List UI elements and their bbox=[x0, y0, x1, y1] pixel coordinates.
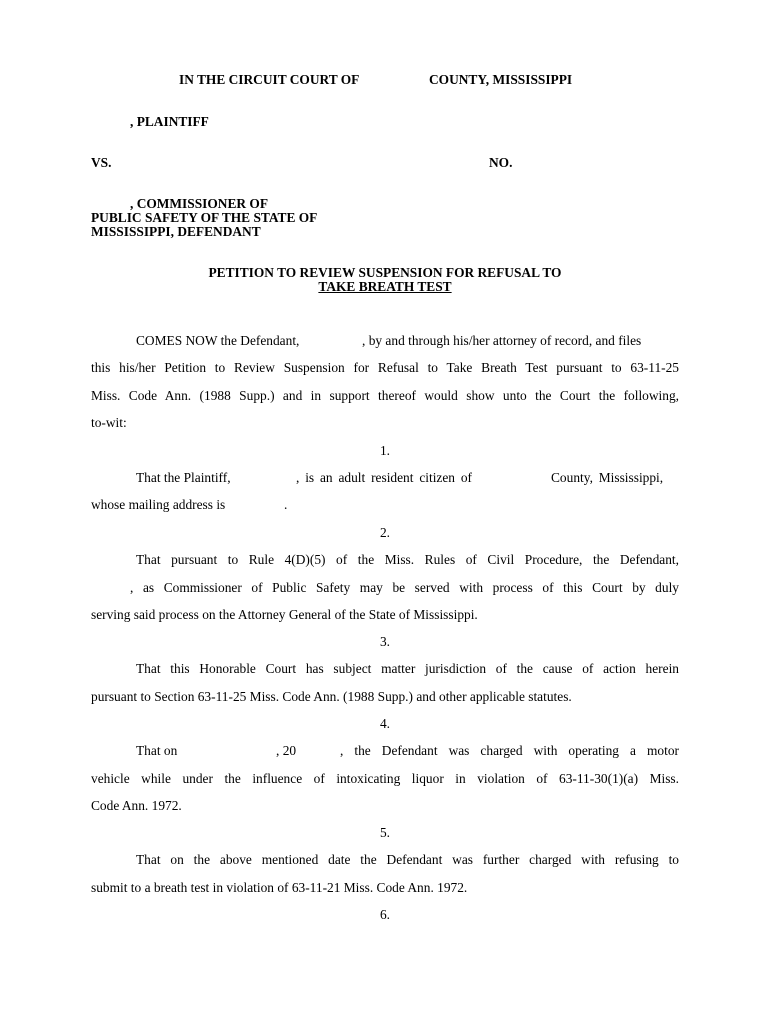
para4-line-1a: That on bbox=[136, 743, 178, 758]
intro-line-3: Miss. Code Ann. (1988 Supp.) and in support thereof would show unto the Court the following, bbox=[91, 388, 679, 403]
paragraph-number-6: 6. bbox=[379, 907, 391, 922]
case-number-label: NO. bbox=[489, 155, 513, 170]
para2-line-1: That pursuant to Rule 4(D)(5) of the Miss. Rules of Civil Procedure, the Defendant, bbox=[136, 552, 679, 567]
court-county-right: COUNTY, MISSISSIPPI bbox=[429, 72, 573, 87]
para1-line-2a: whose mailing address is bbox=[91, 497, 226, 512]
intro-line-2: this his/her Petition to Review Suspension for Refusal to Take Breath Test pursuant to 63-11-25 bbox=[91, 360, 679, 375]
para1-line-2b: . bbox=[284, 497, 288, 512]
para2-line-2: , as Commissioner of Public Safety may be served with process of this Court by duly bbox=[130, 580, 679, 595]
para5-line-2: submit to a breath test in violation of 63-11-21 Miss. Code Ann. 1972. bbox=[91, 880, 468, 895]
para5-line-1: That on the above mentioned date the Defendant was further charged with refusing to bbox=[136, 852, 679, 867]
intro-line-1a: COMES NOW the Defendant, bbox=[136, 333, 300, 348]
versus-label: VS. bbox=[91, 155, 112, 170]
defendant-line-2: PUBLIC SAFETY OF THE STATE OF bbox=[91, 210, 318, 225]
para4-line-1c: , the Defendant was charged with operating a motor bbox=[340, 743, 679, 758]
paragraph-number-3: 3. bbox=[379, 634, 391, 649]
para3-line-2: pursuant to Section 63-11-25 Miss. Code Ann. (1988 Supp.) and other applicable statutes. bbox=[91, 689, 572, 704]
para2-line-3: serving said process on the Attorney General of the State of Mississippi. bbox=[91, 607, 478, 622]
document-title-line-1: PETITION TO REVIEW SUSPENSION FOR REFUSAL TO bbox=[208, 265, 562, 280]
para3-line-1: That this Honorable Court has subject matter jurisdiction of the cause of action herein bbox=[136, 661, 679, 676]
paragraph-number-4: 4. bbox=[379, 716, 391, 731]
para4-line-1b: , 20 bbox=[276, 743, 297, 758]
defendant-line-3: MISSISSIPPI, DEFENDANT bbox=[91, 224, 261, 239]
para4-line-3: Code Ann. 1972. bbox=[91, 798, 182, 813]
para1-line-1b: , is an adult resident citizen of bbox=[296, 470, 473, 485]
intro-line-4: to-wit: bbox=[91, 415, 127, 430]
paragraph-number-5: 5. bbox=[379, 825, 391, 840]
document-title-line-2: TAKE BREATH TEST bbox=[318, 279, 452, 294]
paragraph-number-1: 1. bbox=[379, 443, 391, 458]
paragraph-number-2: 2. bbox=[379, 525, 391, 540]
para1-line-1a: That the Plaintiff, bbox=[136, 470, 231, 485]
court-name-left: IN THE CIRCUIT COURT OF bbox=[179, 72, 360, 87]
intro-line-1b: , by and through his/her attorney of record, and files bbox=[362, 333, 642, 348]
para4-line-2: vehicle while under the influence of intoxicating liquor in violation of 63-11-30(1)(a) Miss. bbox=[91, 771, 679, 786]
defendant-line-1: , COMMISSIONER OF bbox=[130, 196, 269, 211]
plaintiff-label: , PLAINTIFF bbox=[130, 114, 209, 129]
para1-line-1c: County, Mississippi, bbox=[551, 470, 664, 485]
